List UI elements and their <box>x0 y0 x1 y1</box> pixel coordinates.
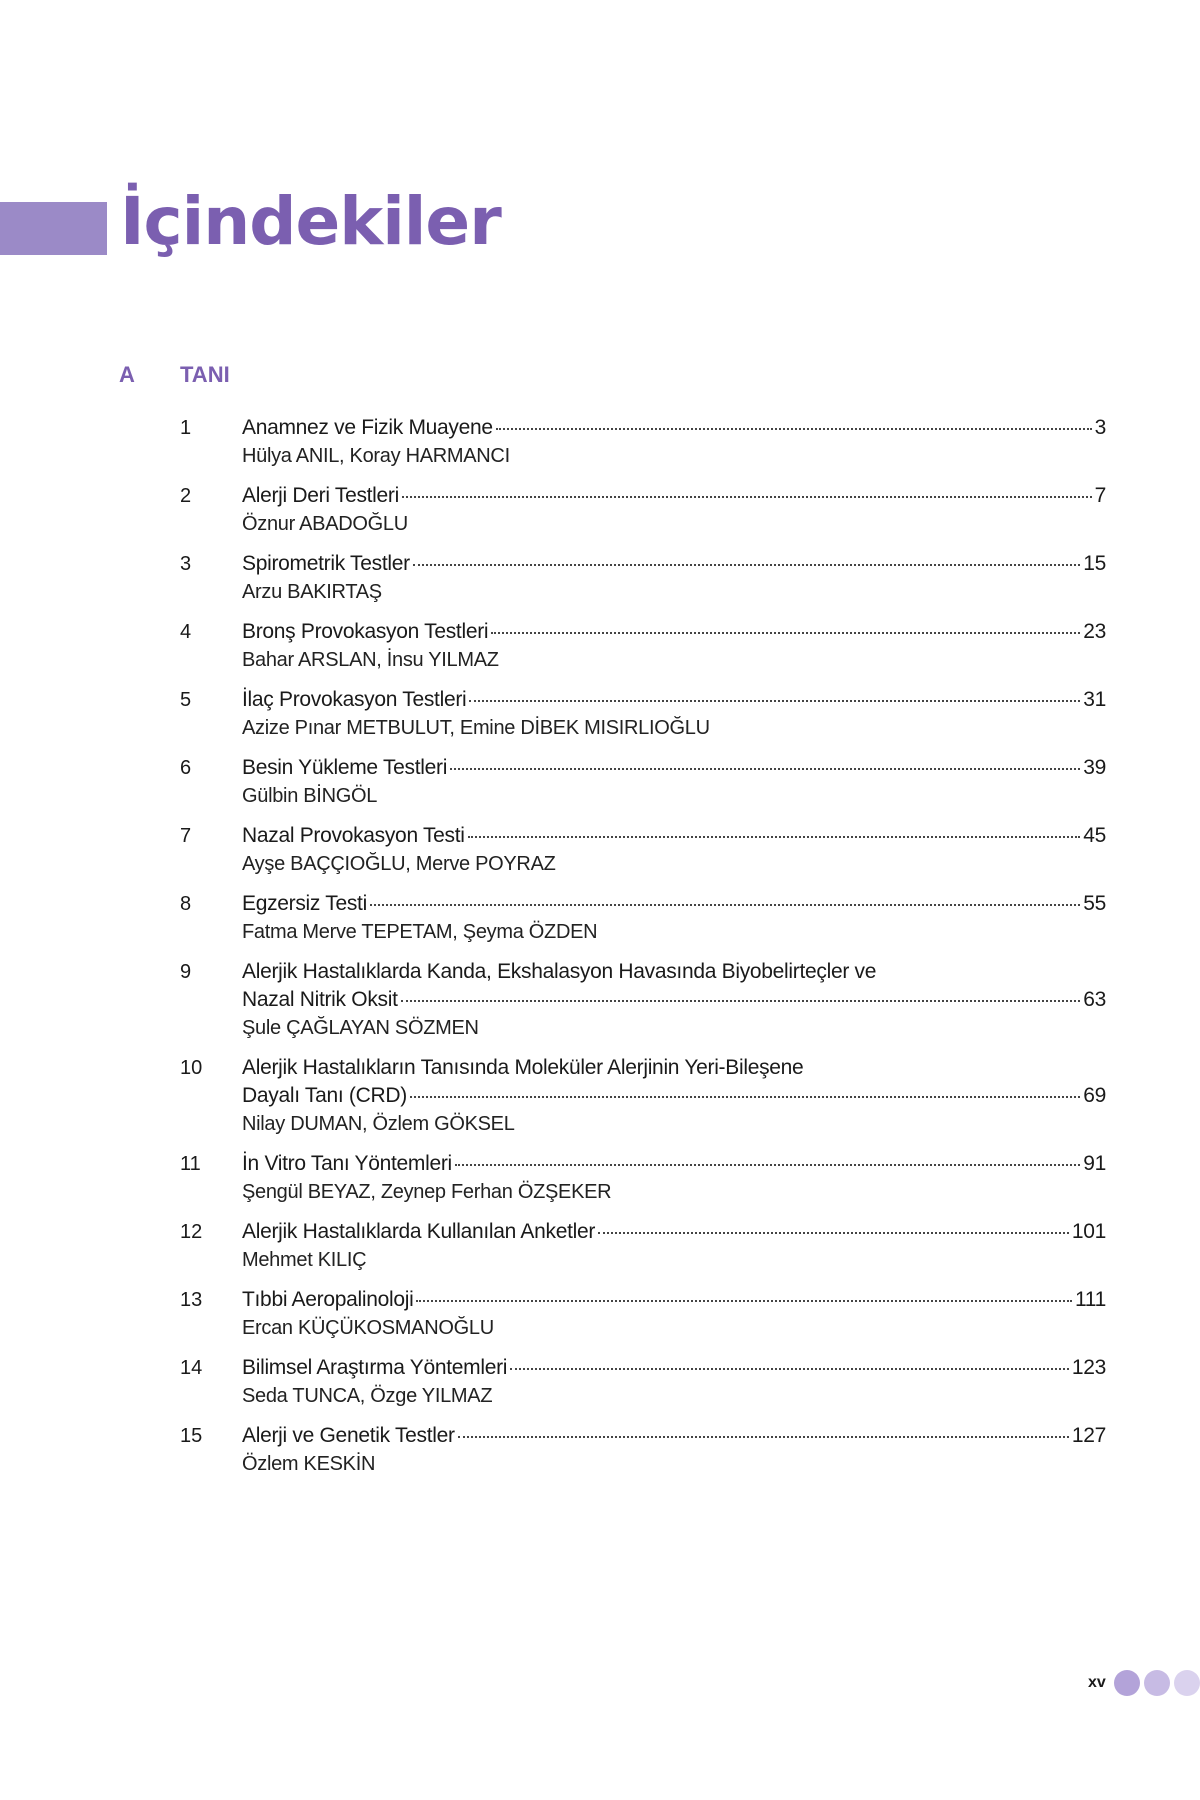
toc-entry[interactable] <box>180 958 1106 1042</box>
dot-leader <box>413 564 1080 566</box>
chapter-number: 8 <box>180 893 192 915</box>
chapter-authors: Seda TUNCA, Özge YILMAZ <box>242 1385 493 1407</box>
toc-entry[interactable] <box>180 414 1106 470</box>
chapter-title[interactable]: Alerjik Hastalıklarda Kullanılan Anketler <box>242 1220 596 1243</box>
chapter-title[interactable]: Alerjik Hastalıkların Tanısında Moleküler Alerjinin Yeri-Bileşene <box>242 1056 804 1079</box>
decorative-dot-icon <box>1114 1670 1140 1696</box>
decorative-dot-icon <box>1174 1670 1200 1696</box>
toc-entry[interactable] <box>180 482 1106 538</box>
chapter-title[interactable]: Bronş Provokasyon Testleri <box>242 620 489 643</box>
chapter-authors: Ercan KÜÇÜKOSMANOĞLU <box>242 1317 494 1339</box>
chapter-number: 12 <box>180 1221 203 1243</box>
chapter-number: 3 <box>180 553 192 575</box>
toc-entry[interactable] <box>180 1354 1106 1410</box>
dot-leader <box>458 1436 1069 1438</box>
chapter-title[interactable]: Nazal Provokasyon Testi <box>242 824 465 847</box>
chapter-authors: Şengül BEYAZ, Zeynep Ferhan ÖZŞEKER <box>242 1181 612 1203</box>
chapter-number: 15 <box>180 1425 203 1447</box>
chapter-title[interactable]: Alerjik Hastalıklarda Kanda, Ekshalasyon Havasında Biyobelirteçler ve <box>242 960 877 983</box>
toc-entry[interactable] <box>180 686 1106 742</box>
chapter-authors: Bahar ARSLAN, İnsu YILMAZ <box>242 649 499 671</box>
chapter-authors: Mehmet KILIÇ <box>242 1249 367 1271</box>
chapter-authors: Öznur ABADOĞLU <box>242 513 408 535</box>
dot-leader <box>598 1232 1069 1234</box>
chapter-title[interactable]: İn Vitro Tanı Yöntemleri <box>242 1152 452 1175</box>
dot-leader <box>450 768 1080 770</box>
page-ref[interactable]: 91 <box>1083 1152 1106 1175</box>
toc-entry[interactable] <box>180 1054 1106 1138</box>
toc-entry[interactable] <box>180 754 1106 810</box>
page-ref[interactable]: 127 <box>1071 1424 1106 1447</box>
chapter-authors: Gülbin BİNGÖL <box>242 785 378 807</box>
chapter-number: 1 <box>180 417 192 439</box>
page-ref[interactable]: 45 <box>1083 824 1106 847</box>
chapter-number: 6 <box>180 757 192 779</box>
dot-leader <box>401 1000 1081 1002</box>
dot-leader <box>416 1300 1072 1302</box>
dot-leader <box>455 1164 1080 1166</box>
page-ref[interactable]: 7 <box>1094 484 1106 507</box>
table-of-contents <box>180 414 1106 1490</box>
page-ref[interactable]: 63 <box>1083 988 1106 1011</box>
chapter-authors: Şule ÇAĞLAYAN SÖZMEN <box>242 1017 479 1039</box>
page-ref[interactable]: 3 <box>1094 416 1106 439</box>
page-ref[interactable]: 69 <box>1083 1084 1106 1107</box>
chapter-number: 2 <box>180 485 192 507</box>
page-ref[interactable]: 55 <box>1083 892 1106 915</box>
chapter-authors: Ayşe BAÇÇIOĞLU, Merve POYRAZ <box>242 853 556 875</box>
page-ref[interactable]: 101 <box>1071 1220 1106 1243</box>
chapter-number: 13 <box>180 1289 203 1311</box>
chapter-title[interactable]: Anamnez ve Fizik Muayene <box>242 416 493 439</box>
toc-entry[interactable] <box>180 618 1106 674</box>
dot-leader <box>510 1368 1069 1370</box>
chapter-number: 9 <box>180 961 192 983</box>
page-ref[interactable]: 23 <box>1083 620 1106 643</box>
page-footer <box>1088 1668 1200 1698</box>
section-letter: A <box>119 362 135 387</box>
toc-entry[interactable] <box>180 1286 1106 1342</box>
chapter-number: 5 <box>180 689 192 711</box>
chapter-authors: Azize Pınar METBULUT, Emine DİBEK MISIRLIOĞLU <box>242 717 710 739</box>
chapter-title[interactable]: Nazal Nitrik Oksit <box>242 988 398 1011</box>
toc-entry[interactable] <box>180 890 1106 946</box>
chapter-title[interactable]: Besin Yükleme Testleri <box>242 756 448 779</box>
chapter-number: 14 <box>180 1357 203 1379</box>
chapter-title[interactable]: Alerji Deri Testleri <box>242 484 399 507</box>
page-ref[interactable]: 31 <box>1083 688 1106 711</box>
chapter-title[interactable]: Bilimsel Araştırma Yöntemleri <box>242 1356 508 1379</box>
section-name: TANI <box>180 362 230 387</box>
dot-leader <box>496 428 1092 430</box>
chapter-number: 4 <box>180 621 192 643</box>
chapter-title[interactable]: Spirometrik Testler <box>242 552 410 575</box>
page-ref[interactable]: 111 <box>1074 1288 1106 1311</box>
toc-entry[interactable] <box>180 1150 1106 1206</box>
chapter-title[interactable]: İlaç Provokasyon Testleri <box>242 688 467 711</box>
toc-entry[interactable] <box>180 822 1106 878</box>
page-number: xv <box>1088 1674 1106 1691</box>
dot-leader <box>402 496 1092 498</box>
decorative-dot-icon <box>1144 1670 1170 1696</box>
chapter-title[interactable]: Egzersiz Testi <box>242 892 367 915</box>
page-ref[interactable]: 39 <box>1083 756 1106 779</box>
chapter-authors: Özlem KESKİN <box>242 1453 376 1475</box>
chapter-number: 7 <box>180 825 192 847</box>
page-title: İçindekiler <box>120 183 501 260</box>
dot-leader <box>469 700 1080 702</box>
dot-leader <box>370 904 1080 906</box>
chapter-title[interactable]: Tıbbi Aeropalinoloji <box>242 1288 414 1311</box>
chapter-title[interactable]: Dayalı Tanı (CRD) <box>242 1084 407 1107</box>
toc-entry[interactable] <box>180 1422 1106 1478</box>
dot-leader <box>410 1096 1080 1098</box>
chapter-title[interactable]: Alerji ve Genetik Testler <box>242 1424 455 1447</box>
chapter-authors: Fatma Merve TEPETAM, Şeyma ÖZDEN <box>242 921 598 943</box>
title-accent-bar <box>0 202 107 255</box>
dot-leader <box>491 632 1080 634</box>
page-ref[interactable]: 123 <box>1071 1356 1106 1379</box>
toc-entry[interactable] <box>180 550 1106 606</box>
chapter-number: 11 <box>180 1153 201 1175</box>
page-ref[interactable]: 15 <box>1083 552 1106 575</box>
chapter-authors: Hülya ANIL, Koray HARMANCI <box>242 445 510 467</box>
dot-leader <box>468 836 1081 838</box>
toc-entry[interactable] <box>180 1218 1106 1274</box>
chapter-authors: Arzu BAKIRTAŞ <box>242 581 382 603</box>
chapter-authors: Nilay DUMAN, Özlem GÖKSEL <box>242 1113 515 1135</box>
chapter-number: 10 <box>180 1057 203 1079</box>
